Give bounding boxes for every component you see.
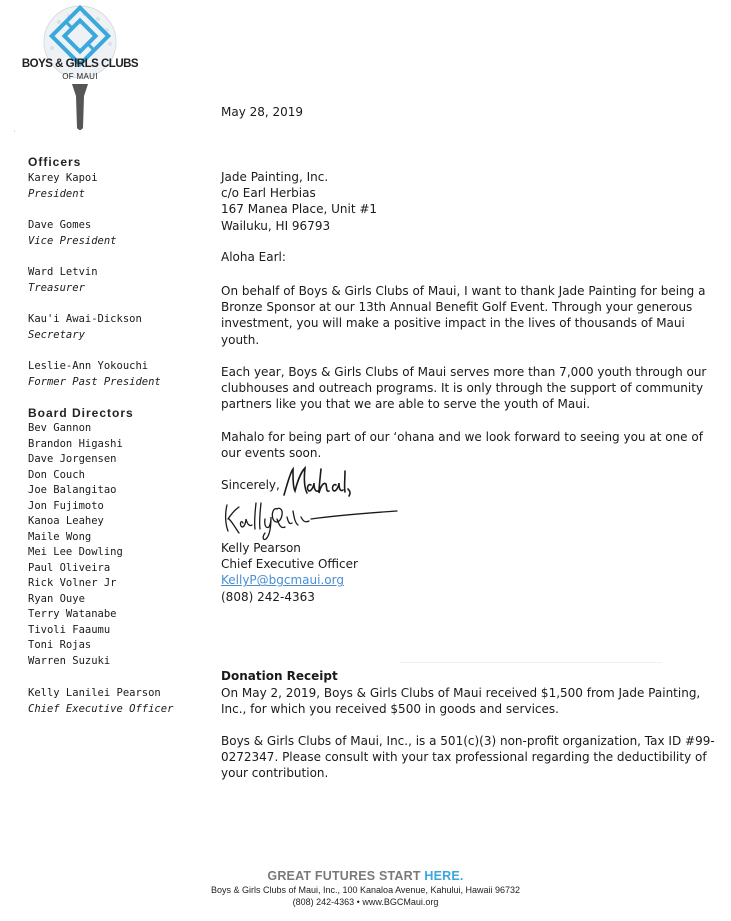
text-line: investment, you will make a positive impact in the lives of thousands of Maui [221, 316, 685, 331]
officers-heading: Officers [28, 155, 82, 169]
officer-title: Treasurer [28, 282, 85, 294]
text-line: Each year, Boys & Girls Clubs of Maui serves more than 7,000 youth through our [221, 365, 707, 379]
paragraph-3 [221, 429, 703, 461]
board-member: Joe Balangitao [28, 484, 117, 496]
officer-name: Leslie-Ann Yokouchi [28, 360, 149, 372]
ceo-name: Kelly Lanilei Pearson [28, 687, 161, 699]
footer-contact: (808) 242-4363 • www.BGCMaui.org [292, 897, 439, 907]
signature [219, 497, 401, 543]
board-member: Warren Suzuki [28, 654, 111, 667]
board-member: Toni Rojas [28, 639, 92, 651]
receipt-paragraph-1 [221, 685, 700, 717]
board-member: Brandon Higashi [28, 437, 123, 450]
handwritten-mahalo [281, 465, 353, 499]
footer-tagline [0, 869, 731, 883]
board-member: Tivoli Faaumu [28, 623, 111, 636]
board-member: Mei Lee Dowling [28, 546, 123, 558]
board-heading: Board Directors [28, 406, 134, 420]
officer-title: Vice President [28, 235, 117, 247]
board-member: Maile Wong [28, 530, 92, 543]
board-member: Terry Watanabe [28, 608, 117, 620]
board-member: Ryan Ouye [28, 592, 85, 605]
officer-title: President [28, 188, 85, 200]
text-line: your contribution. [221, 766, 329, 781]
logo-divider [14, 130, 15, 132]
signer-title: Chief Executive Officer [221, 557, 358, 572]
receipt-paragraph-2 [221, 733, 715, 782]
divider [400, 662, 662, 663]
closing: Sincerely, [221, 478, 280, 492]
text-line: Bronze Sponsor at our 13th Annual Benefit Golf Event. Through your generous [221, 300, 693, 315]
address-line: Wailuku, HI 96793 [221, 218, 331, 233]
signer-block [221, 540, 358, 605]
text-line: 0272347. Please consult with your tax professional regarding the deductibility of [221, 750, 707, 765]
footer-address: Boys & Girls Clubs of Maui, Inc., 100 Kanaloa Avenue, Kahului, Hawaii 96732 [210, 885, 520, 895]
paragraph-2 [221, 364, 706, 413]
text-line: Boys & Girls Clubs of Maui, Inc., is a 501(c)(3) non-profit organization, Tax ID #99- [221, 734, 715, 748]
board-member: Paul Oliveira [28, 561, 111, 574]
address-line: 167 Manea Place, Unit #1 [221, 202, 378, 217]
text-line: On behalf of Boys & Girls Clubs of Maui, I want to thank Jade Painting for being a [221, 284, 706, 298]
tagline-here: HERE. [424, 869, 464, 883]
text-line: our events soon. [221, 446, 322, 461]
letter-date: May 28, 2019 [221, 105, 304, 119]
officer-name: Ward Letvin [28, 266, 98, 278]
logo-sub: OF MAUI [62, 72, 98, 81]
board-member: Kanoa Leahey [28, 515, 104, 527]
officer-title: Secretary [28, 329, 85, 341]
club-logo [14, 0, 144, 135]
board-member: Dave Jorgensen [28, 453, 117, 465]
logo-name: BOYS & GIRLS CLUBS [21, 58, 139, 70]
board-member: Bev Gannon [28, 422, 92, 434]
text-line: On May 2, 2019, Boys & Girls Clubs of Maui received $1,500 from Jade Painting, [221, 686, 701, 700]
address-line: c/o Earl Herbias [221, 186, 316, 201]
paragraph-1 [221, 283, 705, 348]
signer-email-link[interactable]: KellyP@bgcmaui.org [221, 573, 344, 588]
board-member: Rick Volner Jr [28, 577, 117, 589]
text-line: Inc., for which you received $500 in goods and services. [221, 702, 559, 717]
officer-name: Karey Kapoi [28, 172, 98, 184]
recipient-address [221, 169, 377, 234]
signer-name: Kelly Pearson [221, 541, 301, 555]
text-line: clubhouses and outreach programs. It is only through the support of community [221, 381, 704, 396]
officer-title: Former Past President [28, 376, 161, 388]
ceo-title: Chief Executive Officer [28, 703, 174, 715]
address-line: Jade Painting, Inc. [221, 170, 329, 184]
board-member: Jon Fujimoto [28, 499, 104, 512]
board-member: Don Couch [28, 468, 85, 481]
text-line: Mahalo for being part of our ‘ohana and we look forward to seeing you at one of [221, 430, 703, 444]
officer-name: Dave Gomes [28, 219, 92, 231]
text-line: partners like you that we are able to serve the youth of Maui. [221, 397, 591, 412]
tagline-part: GREAT FUTURES START [267, 869, 425, 883]
signer-phone: (808) 242-4363 [221, 589, 315, 604]
officer-name: Kau'i Awai-Dickson [28, 313, 142, 325]
text-line: youth. [221, 332, 260, 347]
greeting: Aloha Earl: [221, 250, 286, 264]
receipt-heading: Donation Receipt [221, 669, 338, 683]
